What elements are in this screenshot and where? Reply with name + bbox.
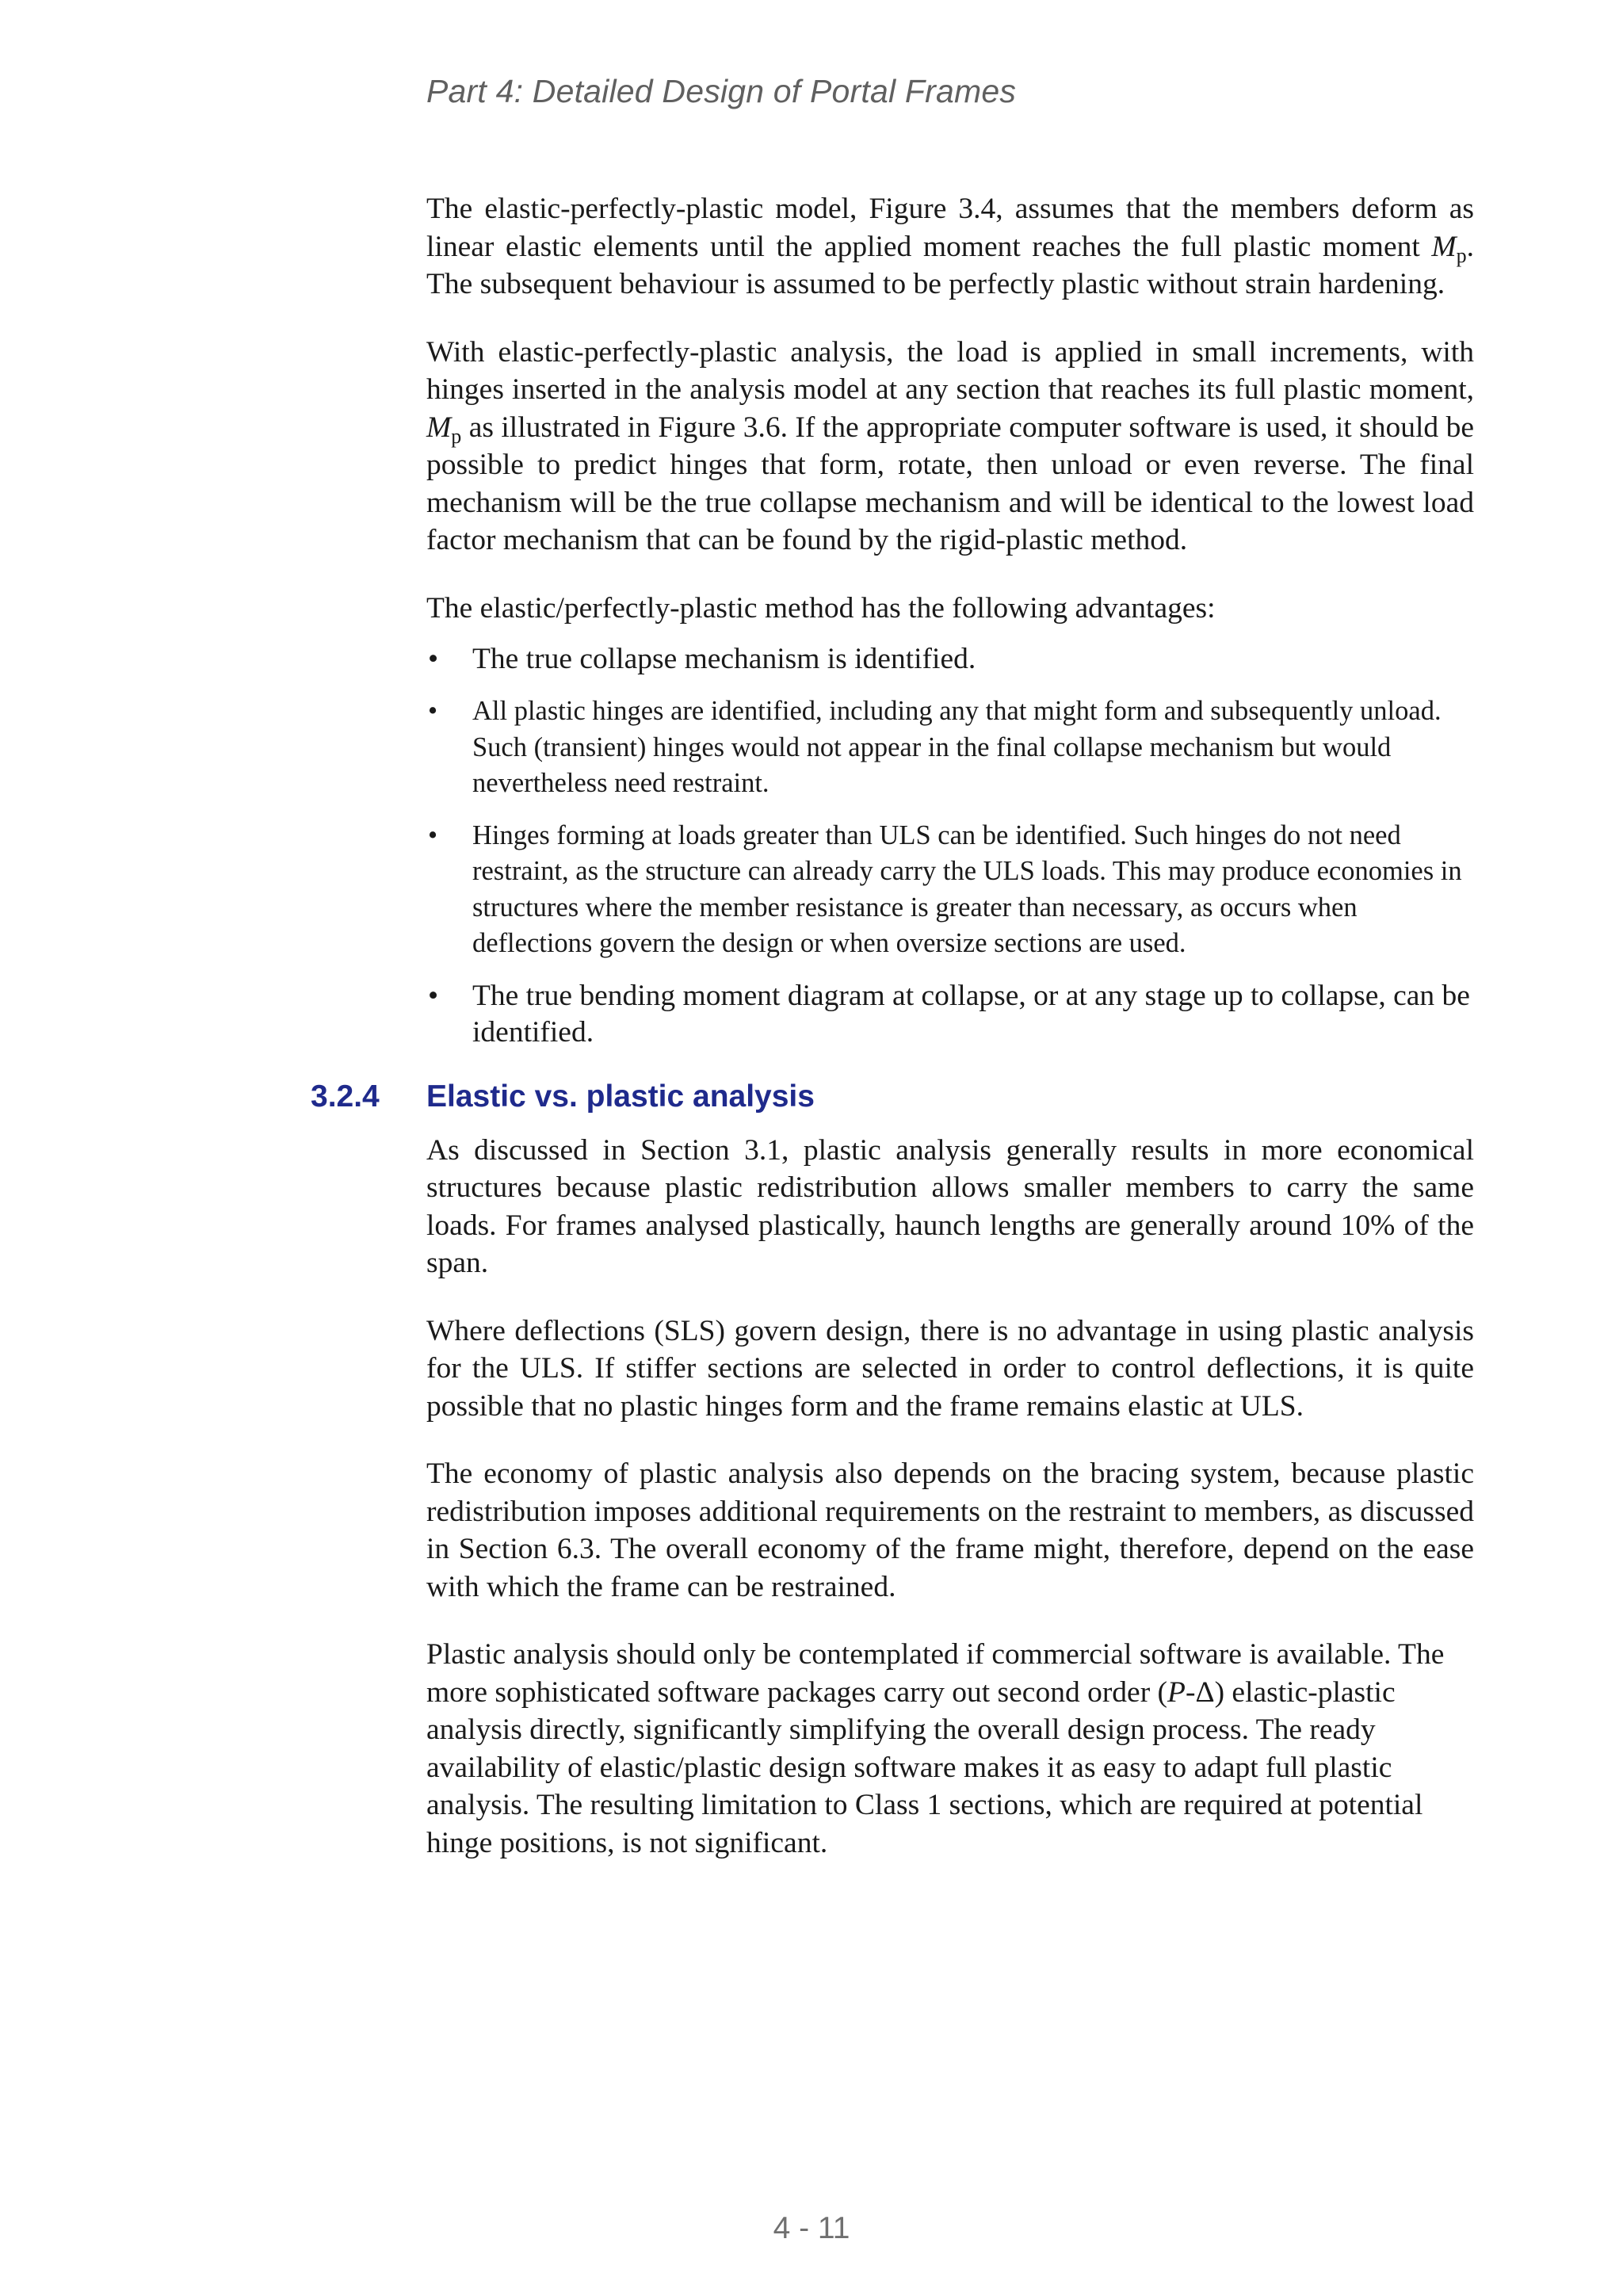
text-run: as illustrated in Figure 3.6. If the appropriate computer software is used, it should be possible to predict hinges that form, rotate, then unload or even reverse. The final mechanism will be the true collapse mechanism and will be identical to the lowest load factor mechanism that can be found by the rigid-plastic method. — [426, 411, 1474, 556]
list-item-text: The true bending moment diagram at collapse, or at any stage up to collapse, can be identified. — [472, 979, 1470, 1049]
list-item — [426, 818, 1474, 962]
paragraph-plastic-economy: As discussed in Section 3.1, plastic analysis generally results in more economical structures because plastic redistribution allows smaller members to carry the same loads. For frames analysed plastically, haunch lengths are generally around 10% of the span. — [426, 1133, 1474, 1279]
text-run: The elastic-perfectly-plastic model, Figure 3.4, assumes that the members deform as linear elastic elements until the applied moment reaches the full plastic moment — [426, 193, 1474, 263]
list-item — [426, 641, 1474, 678]
paragraph-bracing-system: The economy of plastic analysis also depends on the bracing system, because plastic redistribution imposes additional requirements on the restraint to members, as discussed in Section 6.3. The overall economy of the frame might, therefore, depend on the ease with which the frame can be restrained. — [426, 1457, 1474, 1603]
bullet: • — [428, 696, 438, 726]
symbol-m: M — [1431, 230, 1457, 263]
running-header: Part 4: Detailed Design of Portal Frames — [426, 73, 1017, 109]
subscript-p: p — [451, 424, 462, 448]
bullet: • — [428, 643, 439, 675]
section-title: Elastic vs. plastic analysis — [426, 1079, 815, 1114]
paragraph-elastic-perfectly-plastic-analysis — [426, 334, 1474, 560]
subscript-p: p — [1456, 243, 1467, 267]
advantages-list — [426, 641, 1474, 1051]
bullet: • — [428, 819, 438, 850]
paragraph-deflections-govern: Where deflections (SLS) govern design, there is no advantage in using plastic analysis for the ULS. If stiffer sections are selected in order to control deflections, it is quite possible that no plastic hinges form and the frame remains elastic at ULS. — [426, 1314, 1474, 1423]
list-item — [426, 693, 1474, 802]
section-heading — [311, 1079, 1474, 1121]
bullet: • — [428, 979, 439, 1012]
text-run: With elastic-perfectly-plastic analysis, the load is applied in small increments, with hinges inserted in the analysis model at any section that reaches its full plastic moment, — [426, 335, 1474, 406]
symbol-m: M — [426, 411, 452, 444]
page-content — [311, 190, 1474, 1892]
text-run: Plastic analysis should only be contemplated if commercial software is available. The more sophisticated software packages carry out second order ( — [426, 1638, 1445, 1709]
list-item — [426, 978, 1474, 1051]
list-item-text: The true collapse mechanism is identified. — [472, 643, 976, 675]
page-number: 4 - 11 — [773, 2211, 850, 2245]
list-item-text: Hinges forming at loads greater than ULS can be identified. Such hinges do not need restraint, as the structure can already carry the ULS loads. This may produce economies in structures where the member resistance is greater than necessary, as occurs when deflections govern the design or when oversize sections are used. — [472, 819, 1462, 958]
text-run: -Δ) elastic-plastic analysis directly, significantly simplifying the overall design process. The ready availability of elastic/plastic design software makes it as easy to adapt full plastic analysis. The resulting limitation to Class 1 sections, which are required at potential hinge positions, is not significant. — [426, 1675, 1423, 1859]
paragraph-advantages-intro: The elastic/perfectly-plastic method has the following advantages: — [426, 591, 1216, 625]
text-run: . The subsequent behaviour is assumed to be perfectly plastic without strain hardening. — [426, 230, 1474, 300]
paragraph-elastic-perfectly-plastic-model — [426, 190, 1474, 304]
paragraph-commercial-software — [426, 1636, 1474, 1862]
section-number: 3.2.4 — [311, 1079, 380, 1114]
symbol-p: P — [1167, 1675, 1186, 1709]
list-item-text: All plastic hinges are identified, including any that might form and subsequently unload. Such (transient) hinges would not appear in the final collapse mechanism but would nevertheless need restraint. — [472, 696, 1442, 798]
